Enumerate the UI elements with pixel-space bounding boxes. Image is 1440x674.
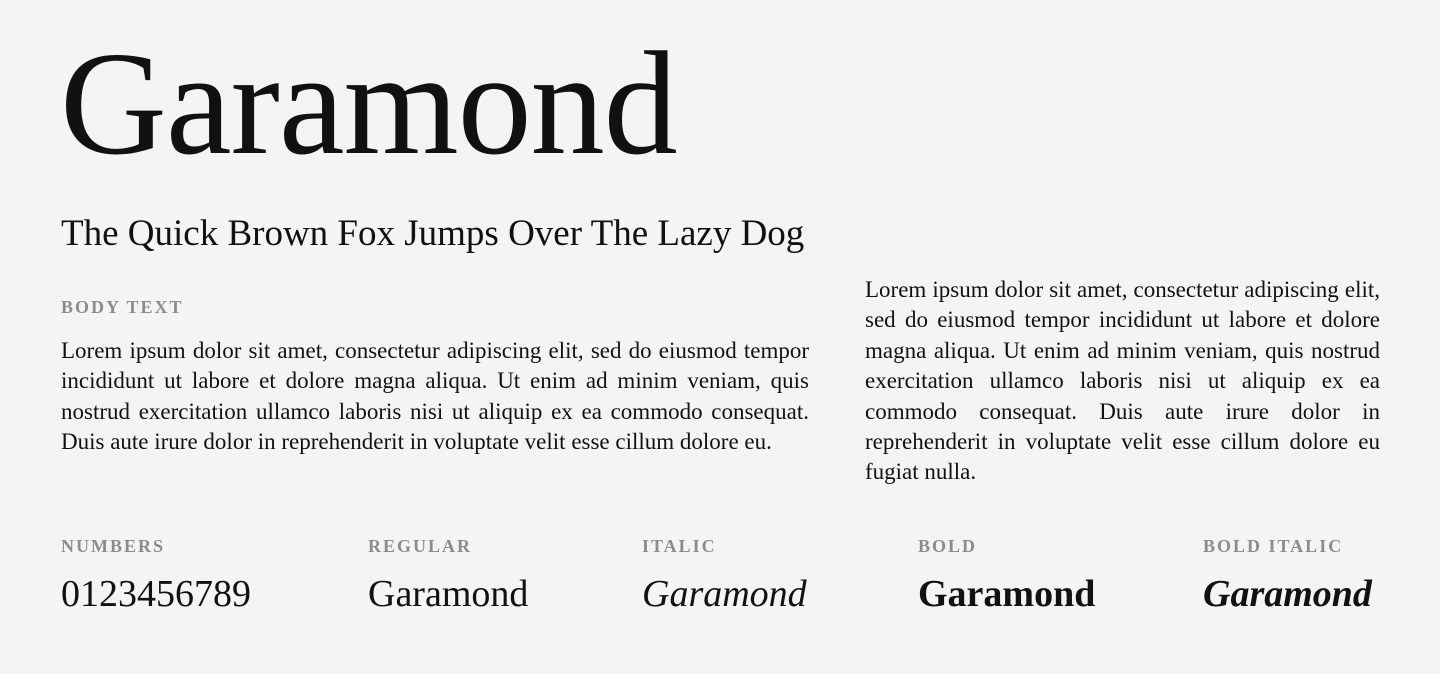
body-paragraph-right: Lorem ipsum dolor sit amet, consectetur adipiscing elit, sed do eiusmod tempor incididunt ut labore et dolore magna aliqua. Ut enim ad minim veniam, quis nostrud exercitation ullamco laboris nisi ut aliquip ex ea commodo consequat. Duis aute irure dolor in reprehenderit in voluptate velit esse cillum dolore eu fugiat nulla. — [865, 277, 1380, 485]
font-name-title: Garamond — [60, 22, 677, 186]
italic-sample: Garamond — [642, 573, 807, 615]
italic-label: ITALIC — [642, 536, 717, 556]
regular-label: REGULAR — [368, 536, 473, 556]
body-text-label: BODY TEXT — [61, 297, 184, 317]
bold-italic-label: BOLD ITALIC — [1203, 536, 1344, 556]
numbers-sample: 0123456789 — [61, 573, 251, 615]
bold-italic-sample: Garamond — [1203, 573, 1372, 615]
regular-sample: Garamond — [368, 573, 529, 615]
body-paragraph-left: Lorem ipsum dolor sit amet, consectetur adipiscing elit, sed do eiusmod tempor incididunt ut labore et dolore magna aliqua. Ut enim ad minim veniam, quis nostrud exercitation ullamco laboris nisi ut aliquip ex ea commodo consequat. Duis aute irure dolor in reprehenderit in voluptate velit esse cillum dolore eu. — [61, 338, 809, 455]
numbers-label: NUMBERS — [61, 536, 166, 556]
bold-sample: Garamond — [918, 573, 1096, 615]
pangram-sample: The Quick Brown Fox Jumps Over The Lazy Dog — [61, 213, 805, 254]
bold-label: BOLD — [918, 536, 978, 556]
